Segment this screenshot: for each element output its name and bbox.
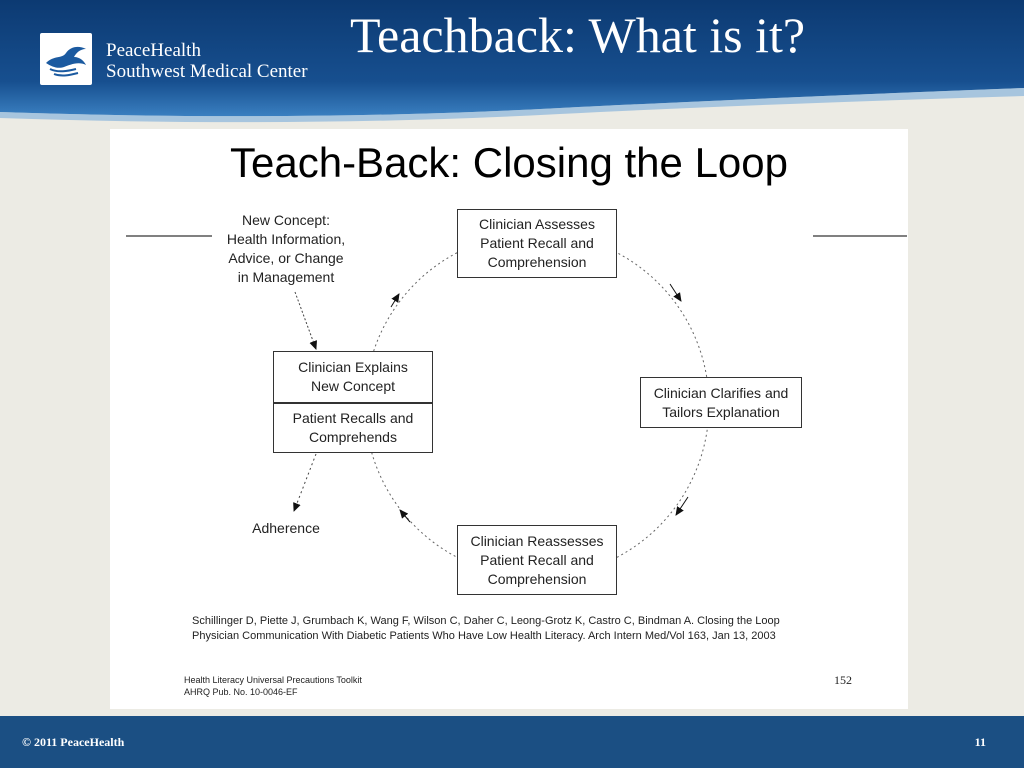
dove-icon [40,33,92,85]
organization-name [106,40,308,82]
source-page-number: 152 [834,673,852,687]
node-patient-recalls: Patient Recalls and Comprehends [273,403,433,453]
adherence-label: Adherence [252,520,320,536]
peacehealth-logo [40,33,92,85]
slide-number: 11 [974,735,986,749]
node-clinician-explains: Clinician Explains New Concept [273,351,433,403]
toolkit-line2: AHRQ Pub. No. 10-0046-EF [184,687,298,697]
node-clinician-clarifies: Clinician Clarifies and Tailors Explanation [640,377,802,428]
new-concept-label: New Concept: Health Information, Advice, or Change in Management [226,212,346,285]
arrow-new-concept [295,292,316,349]
diagram-title: Teach-Back: Closing the Loop [230,139,788,186]
citation [192,614,892,644]
arrow-reassess-to-recall [400,510,410,522]
slide-title: Teachback: What is it? [350,7,806,63]
arrow-explain-to-assess [391,294,399,307]
node-clinician-reassesses: Clinician Reassesses Patient Recall and Comprehension [457,525,617,595]
footer-bar [0,716,1024,768]
org-name-line1: PeaceHealth [106,40,201,61]
toolkit-reference [184,674,484,698]
node-clinician-assesses: Clinician Assesses Patient Recall and Comprehension [457,209,617,278]
footer-copyright: © 2011 PeaceHealth [22,735,125,749]
citation-line1: Schillinger D, Piette J, Grumbach K, Wang F, Wilson C, Daher C, Leong-Grotz K, Castro C, Bindman A. Closing the Loop [192,615,780,627]
citation-line2: Physician Communication With Diabetic Patients Who Have Low Health Literacy. Arch Intern Med/Vol 163, Jan 13, 2003 [192,630,776,642]
arrow-to-adherence [294,454,316,511]
org-name-line2: Southwest Medical Center [106,61,308,82]
diagram-panel [110,129,908,709]
toolkit-line1: Health Literacy Universal Precautions Toolkit [184,675,362,685]
header-banner [0,0,1024,130]
arrow-clarify-to-reassess [676,497,688,515]
